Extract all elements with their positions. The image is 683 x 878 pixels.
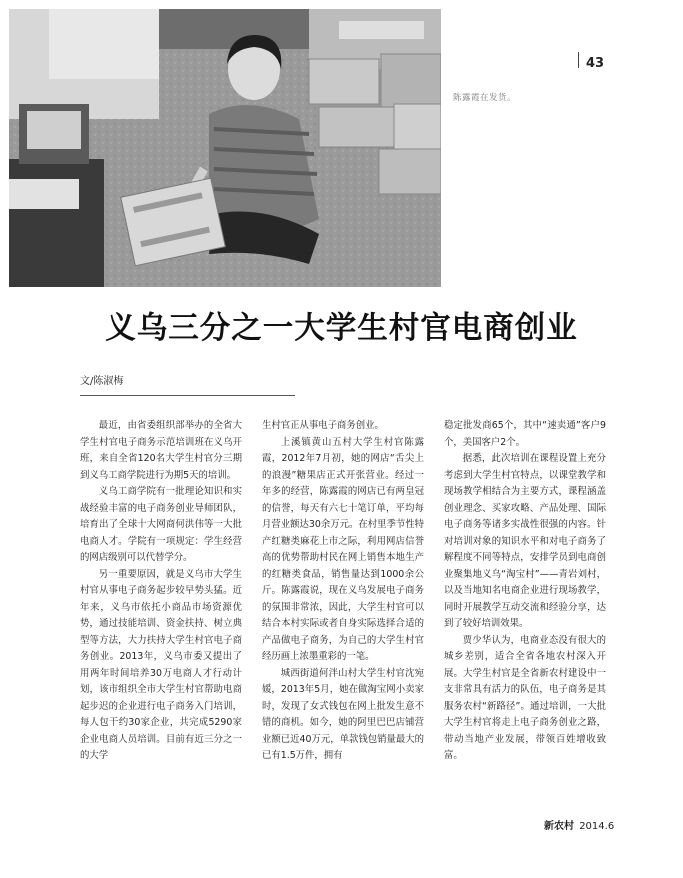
paragraph: 义乌工商学院有一批理论知识和实战经验丰富的电子商务创业导师团队，培育出了全球十大网商何洪伟等一大批电商人才。学院有一项规定：学生经营的网店级别可以代替学分。 [80,486,242,563]
article-photo [9,9,441,287]
page-number-box [578,52,605,71]
photo-caption: 陈露霞在发货。 [453,93,517,103]
footer [544,817,614,832]
paragraph: 另一重要原因，就是义乌市大学生村官从事电子商务起步较早势头猛。近年来，义乌市依托小商品市场资源优势，通过技能培训、资金扶持、树立典型等方法，大力扶持大学生村官电子商务创业。2013年，义乌市委又提出了用两年时间培养30万电商人才行动计划，该市组织全市大学生村官帮助电商起步迟的企业进行电子商务入门培训，每人包干约30家企业，共完成5290家企业电商人员培训。目前有近三分之一的大学 [80,568,242,761]
page-number: 43 [586,56,605,71]
column-2 [262,418,424,765]
paragraph: 据悉，此次培训在课程设置上充分考虑到大学生村官特点，以课堂教学和现场教学相结合为主要方式，课程涵盖创业理念、买家攻略、产品处理、国际电子商务等诸多实战性很强的内容。针对培训对象的知识水平和对电子商务了解程度不同等特点，安排学员到电商创业聚集地义乌“淘宝村”——青岩刘村，以及当地知名电商企业进行现场教学，同时开展教学互动交流和经验分享，达到了较好培训效果。 [444,453,606,629]
column-3 [444,418,606,765]
paragraph: 城西街道何泮山村大学生村官沈宛媛，2013年5月，她在做淘宝网小卖家时，发现了女式钱包在网上批发生意不错的商机。如今，她的阿里巴巴店铺营业额已近40万元，单款钱包销量最大的已有1.5万件，拥有 [262,667,424,761]
magazine-name: 新农村 [544,821,574,832]
byline-divider [80,395,295,396]
byline: 文/陈淑梅 [80,376,124,387]
paragraph: 贾少华认为，电商业态没有很大的城乡差别，适合全省各地农村深入开展。大学生村官是全省新农村建设中一支非常具有活力的队伍，电子商务是其服务农村“新路径”。通过培训，一大批大学生村官将走上电子商务创业之路，带动当地产业发展，带领百姓增收致富。 [444,634,606,761]
article-title: 义乌三分之一大学生村官电商创业 [105,310,578,346]
issue-date: 2014.6 [579,821,615,832]
paragraph-continued: 稳定批发商65个，其中“速卖通”客户9个，美国客户2个。 [444,420,606,448]
paragraph: 上溪镇黄山五村大学生村官陈露霞，2012年7月初，她的网店“舌尖上的浪漫”糖果店正式开张营业。经过一年多的经营，陈露霞的网店已有两皇冠的信誉，每天有六七十笔订单，平均每月营业额达30余万元。在村里季节性特产红糖类麻花上市之际，利用网店信誉高的优势帮助村民在网上销售本地生产的红糖类食品，销售量达到1000余公斤。陈露霞说，现在义乌发展电子商务的氛围非常浓，因此，大学生村官可以结合本村实际或者自身实际选择合适的产品做电子商务，为自己的大学生村官经历画上浓墨重彩的一笔。 [262,436,424,662]
paragraph: 最近，由省委组织部举办的全省大学生村官电子商务示范培训班在义乌开班，来自全省120名大学生村官分三期到义乌工商学院进行为期5天的培训。 [80,420,242,481]
column-1 [80,418,242,765]
paragraph-continued: 生村官正从事电子商务创业。 [262,420,384,431]
